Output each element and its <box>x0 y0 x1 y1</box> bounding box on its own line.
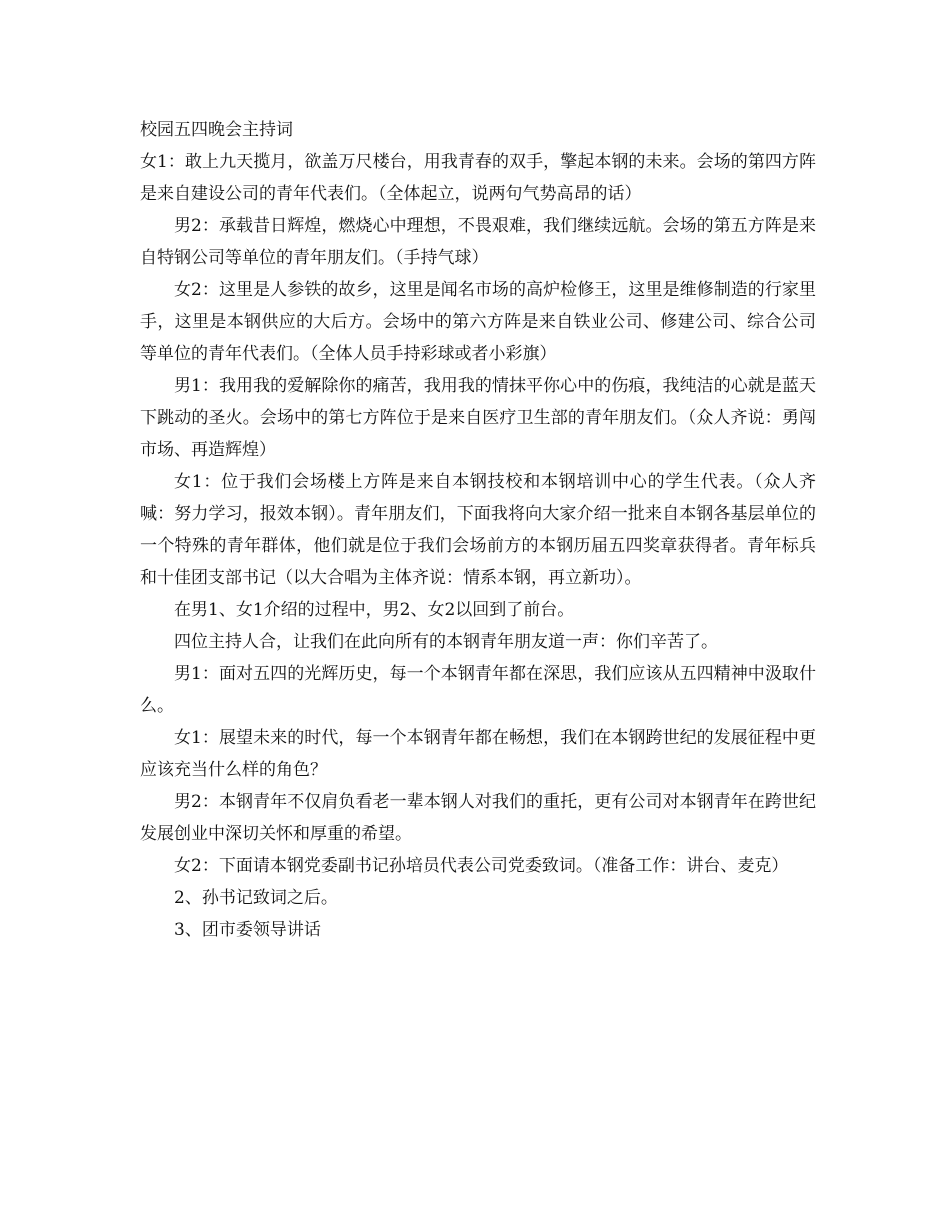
list-item-3: 3、团市委领导讲话 <box>174 920 321 940</box>
paragraph-male2-fifth-formation: 男2：承载昔日辉煌，燃烧心中理想，不畏艰难，我们继续远航。会场的第五方阵是来自特钢公司等单位的青年朋友们。（手持气球） <box>140 216 816 268</box>
paragraph-male2-hope: 男2：本钢青年不仅肩负看老一辈本钢人对我们的重托，更有公司对本钢青年在跨世纪发展创业中深切关怀和厚重的希望。 <box>140 792 816 844</box>
paragraph-four-hosts: 四位主持人合，让我们在此向所有的本钢青年朋友道一声：你们辛苦了。 <box>174 632 718 652</box>
paragraph-female2-sixth-formation: 女2：这里是人参铁的故乡，这里是闻名市场的高炉检修王，这里是维修制造的行家里手，这里是本钢供应的大后方。会场中的第六方阵是来自铁业公司、修建公司、综合公司等单位的青年代表们。（全体人员手持彩球或者小彩旗） <box>140 280 816 364</box>
paragraph-stage-direction: 在男1、女1介绍的过程中，男2、女2以回到了前台。 <box>174 600 575 620</box>
paragraph-female2-speech: 女2：下面请本钢党委副书记孙培员代表公司党委致词。（准备工作：讲台、麦克） <box>174 856 789 876</box>
paragraph-male1-history: 男1：面对五四的光辉历史，每一个本钢青年都在深思，我们应该从五四精神中汲取什么。 <box>140 664 816 716</box>
document-body <box>140 114 816 946</box>
list-item-2: 2、孙书记致词之后。 <box>174 888 338 908</box>
paragraph-female1-students: 女1：位于我们会场楼上方阵是来自本钢技校和本钢培训中心的学生代表。（众人齐喊：努力学习，报效本钢）。青年朋友们，下面我将向大家介绍一批来自本钢各基层单位的一个特殊的青年群体，他们就是位于我们会场前方的本钢历届五四奖章获得者。青年标兵和十佳团支部书记（以大合唱为主体齐说：情系本钢，再立新功）。 <box>140 472 816 588</box>
paragraph-female1-future: 女1：展望未来的时代，每一个本钢青年都在畅想，我们在本钢跨世纪的发展征程中更应该充当什么样的角色？ <box>140 728 816 780</box>
paragraph-male1-seventh-formation: 男1：我用我的爱解除你的痛苦，我用我的情抹平你心中的伤痕，我纯洁的心就是蓝天下跳动的圣火。会场中的第七方阵位于是来自医疗卫生部的青年朋友们。（众人齐说：勇闯市场、再造辉煌） <box>140 376 816 460</box>
paragraph-female1-opening: 女1：敢上九天揽月，欲盖万尺楼台，用我青春的双手，擎起本钢的未来。会场的第四方阵是来自建设公司的青年代表们。（全体起立，说两句气势高昂的话） <box>140 152 816 204</box>
document-title: 校园五四晚会主持词 <box>140 120 293 140</box>
